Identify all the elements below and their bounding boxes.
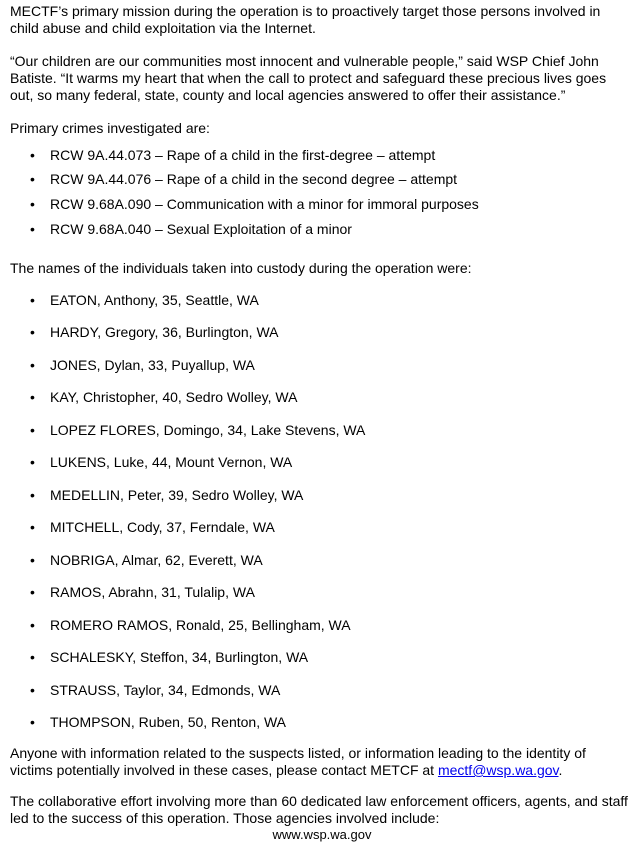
bullet-icon: • [30, 147, 35, 163]
bullet-icon: • [30, 171, 35, 187]
custody-heading: The names of the individuals taken into custody during the operation were: [10, 260, 472, 276]
mission-paragraph: MECTF’s primary mission during the operation is to proactively target those persons involved in child abuse and child exploitation via the Internet. [10, 3, 601, 36]
custody-list-item: • MEDELLIN, Peter, 39, Sedro Wolley, WA [30, 487, 304, 503]
bullet-icon: • [30, 519, 35, 535]
custody-list-item: • NOBRIGA, Almar, 62, Everett, WA [30, 552, 263, 568]
custody-list-item: • LOPEZ FLORES, Domingo, 34, Lake Stevens, WA [30, 422, 366, 438]
bullet-icon: • [30, 682, 35, 698]
crime-list-item: • RCW 9A.44.076 – Rape of a child in the second degree – attempt [30, 171, 458, 187]
bullet-icon: • [30, 487, 35, 503]
crimes-heading: Primary crimes investigated are: [10, 120, 210, 136]
quote-paragraph: “Our children are our communities most innocent and vulnerable people,” said WSP Chief John Batiste. “It warms my heart that when the call to protect and safeguard these precious lives goes out, so many federal, state, county and local agencies answered to offer their assistance.” [10, 53, 607, 103]
bullet-icon: • [30, 221, 35, 237]
bullet-icon: • [30, 617, 35, 633]
custody-list-item: • STRAUSS, Taylor, 34, Edmonds, WA [30, 682, 281, 698]
crime-list-item: • RCW 9A.44.073 – Rape of a child in the first-degree – attempt [30, 147, 436, 163]
footer-url: www.wsp.wa.gov [272, 827, 372, 842]
crime-list-item: • RCW 9.68A.090 – Communication with a minor for immoral purposes [30, 196, 479, 212]
bullet-icon: • [30, 649, 35, 665]
custody-list-item: • EATON, Anthony, 35, Seattle, WA [30, 292, 259, 308]
custody-list-item: • SCHALESKY, Steffon, 34, Burlington, WA [30, 649, 309, 665]
custody-list-item: • THOMPSON, Ruben, 50, Renton, WA [30, 714, 287, 730]
crime-list-item: • RCW 9.68A.040 – Sexual Exploitation of a minor [30, 221, 352, 237]
bullet-icon: • [30, 454, 35, 470]
bullet-icon: • [30, 292, 35, 308]
bullet-icon: • [30, 196, 35, 212]
custody-list-item: • JONES, Dylan, 33, Puyallup, WA [30, 357, 255, 373]
collaboration-paragraph: The collaborative effort involving more than 60 dedicated law enforcement officers, agents, and staff led to the success of this operation. Those agencies involved include: [10, 793, 628, 826]
custody-list-item: • RAMOS, Abrahn, 31, Tulalip, WA [30, 584, 255, 600]
bullet-icon: • [30, 357, 35, 373]
custody-list-item: • MITCHELL, Cody, 37, Ferndale, WA [30, 519, 275, 535]
contact-email-link[interactable]: mectf@wsp.wa.gov [437, 762, 559, 778]
custody-list-item: • HARDY, Gregory, 36, Burlington, WA [30, 324, 279, 340]
custody-list-item: • KAY, Christopher, 40, Sedro Wolley, WA [30, 389, 298, 405]
custody-list-item: • ROMERO RAMOS, Ronald, 25, Bellingham, WA [30, 617, 351, 633]
bullet-icon: • [30, 584, 35, 600]
bullet-icon: • [30, 552, 35, 568]
bullet-icon: • [30, 389, 35, 405]
bullet-icon: • [30, 324, 35, 340]
bullet-icon: • [30, 422, 35, 438]
contact-paragraph: Anyone with information related to the suspects listed, or information leading to the identity of victims potentially involved in these cases, please contact METCF at mectf@wsp.wa.gov. [10, 745, 586, 778]
bullet-icon: • [30, 714, 35, 730]
custody-list-item: • LUKENS, Luke, 44, Mount Vernon, WA [30, 454, 293, 470]
